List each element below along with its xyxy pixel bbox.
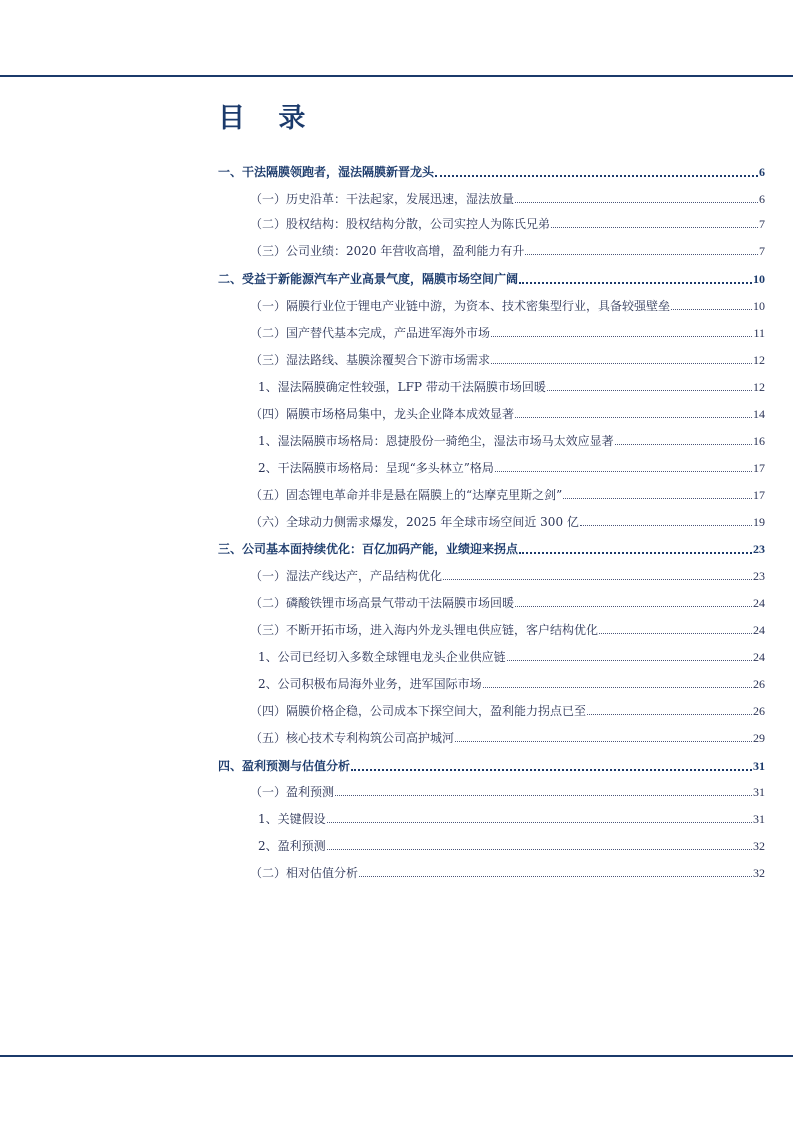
toc-entry-page: 31 [753, 759, 765, 773]
toc-entry[interactable] [258, 433, 765, 449]
toc-entry-section-1[interactable] [218, 164, 765, 180]
toc-entry-page: 12 [753, 380, 765, 394]
toc-entry-page: 6 [759, 165, 765, 179]
toc-entry-page: 23 [753, 569, 765, 583]
toc-entry-label: （三）不断开拓市场，进入海内外龙头锂电供应链，客户结构优化 [250, 623, 599, 637]
toc-entry[interactable] [258, 838, 765, 854]
toc-entry-label: （二）磷酸铁锂市场高景气带动干法隔膜市场回暖 [250, 596, 515, 610]
toc-leader-dots [327, 811, 752, 823]
toc-entry-section-3[interactable] [218, 541, 765, 557]
toc-entry-page: 12 [753, 353, 765, 367]
toc-entry-label: 2、干法隔膜市场格局：呈现“多头林立”格局 [258, 461, 494, 475]
toc-entry[interactable] [250, 595, 765, 611]
toc-entry[interactable] [250, 730, 765, 746]
toc-entry[interactable] [250, 325, 765, 341]
toc-entry[interactable] [250, 352, 765, 368]
toc-leader-dots [580, 514, 752, 526]
toc-entry[interactable] [250, 514, 765, 530]
toc-entry[interactable] [250, 243, 765, 259]
toc-entry-page: 10 [753, 272, 765, 286]
toc-leader-dots [443, 568, 752, 580]
toc-leader-dots [515, 595, 752, 607]
toc-entry[interactable] [250, 865, 765, 881]
toc-entry[interactable] [250, 784, 765, 800]
toc-entry-label: 一、干法隔膜领跑者，湿法隔膜新晋龙头 [218, 165, 435, 179]
toc-leader-dots [515, 406, 752, 418]
toc-leader-dots [615, 433, 752, 445]
toc-entry-label: 三、公司基本面持续优化：百亿加码产能，业绩迎来拐点 [218, 542, 519, 556]
toc-entry[interactable] [258, 379, 765, 395]
toc-entry-label: （六）全球动力侧需求爆发，2025 年全球市场空间近 300 亿 [250, 515, 579, 529]
header-rule [0, 75, 793, 77]
toc-entry-label: （三）湿法路线、基膜涂覆契合下游市场需求 [250, 353, 491, 367]
toc-entry-label: （五）固态锂电革命并非是悬在隔膜上的“达摩克里斯之剑” [250, 488, 563, 502]
toc-entry-page: 14 [753, 407, 765, 421]
toc-leader-dots [525, 243, 758, 255]
toc-leader-dots [351, 758, 752, 771]
footer-rule [0, 1055, 793, 1057]
toc-entry-label: （三）公司业绩：2020 年营收高增，盈利能力有升 [250, 244, 525, 258]
toc-entry[interactable] [250, 568, 765, 584]
toc-entry-section-4[interactable] [218, 758, 765, 774]
toc-leader-dots [587, 703, 752, 715]
toc-entry-page: 17 [753, 488, 765, 502]
toc-leader-dots [547, 379, 752, 391]
toc-entry-section-2[interactable] [218, 271, 765, 287]
toc-leader-dots [495, 460, 752, 472]
toc-leader-dots [483, 676, 752, 688]
toc-entry-page: 11 [753, 326, 765, 340]
toc-entry-page: 19 [753, 515, 765, 529]
toc-entry-label: （四）隔膜市场格局集中，龙头企业降本成效显著 [250, 407, 515, 421]
toc-entry-page: 23 [753, 542, 765, 556]
toc-entry-page: 17 [753, 461, 765, 475]
toc-entry-label: （二）股权结构：股权结构分散，公司实控人为陈氏兄弟 [250, 217, 551, 231]
toc-leader-dots [359, 865, 752, 877]
toc-leader-dots [519, 271, 752, 284]
toc-entry[interactable] [258, 460, 765, 476]
toc-entry[interactable] [250, 622, 765, 638]
toc-leader-dots [327, 838, 752, 850]
toc-entry-page: 16 [753, 434, 765, 448]
toc-entry-page: 6 [759, 192, 765, 206]
toc-entry-page: 31 [753, 785, 765, 799]
toc-entry-label: 1、公司已经切入多数全球锂电龙头企业供应链 [258, 650, 506, 664]
toc-entry-page: 32 [753, 839, 765, 853]
toc-entry-label: （五）核心技术专利构筑公司高护城河 [250, 731, 455, 745]
toc-title: 目 录 [218, 103, 318, 134]
toc-entry[interactable] [250, 487, 765, 503]
toc-leader-dots [455, 730, 752, 742]
toc-leader-dots [491, 352, 752, 364]
toc-entry-label: 2、公司积极布局海外业务，进军国际市场 [258, 677, 482, 691]
toc-entry-page: 10 [753, 299, 765, 313]
toc-entry-page: 24 [753, 596, 765, 610]
toc-entry[interactable] [250, 298, 765, 314]
toc-entry[interactable] [250, 406, 765, 422]
toc-entry[interactable] [250, 216, 765, 232]
toc-entry-label: （四）隔膜价格企稳，公司成本下探空间大，盈利能力拐点已至 [250, 704, 587, 718]
toc-entry-label: 二、受益于新能源汽车产业高景气度，隔膜市场空间广阔 [218, 272, 519, 286]
toc-entry-page: 26 [753, 704, 765, 718]
toc-entry[interactable] [250, 703, 765, 719]
toc-entry-label: 1、关键假设 [258, 812, 326, 826]
toc-leader-dots [599, 622, 752, 634]
toc-entry-label: （一）盈利预测 [250, 785, 335, 799]
toc-leader-dots [507, 649, 752, 661]
toc-entry[interactable] [258, 811, 765, 827]
toc-entry-page: 29 [753, 731, 765, 745]
toc-entry[interactable] [258, 676, 765, 692]
toc-entry-label: 四、盈利预测与估值分析 [218, 759, 351, 773]
toc-leader-dots [551, 216, 758, 228]
toc-leader-dots [563, 487, 752, 499]
toc-entry-label: （二）相对估值分析 [250, 866, 359, 880]
toc-entry-page: 31 [753, 812, 765, 826]
toc-leader-dots [671, 298, 752, 310]
toc-entry-label: （一）湿法产线达产，产品结构优化 [250, 569, 443, 583]
toc-leader-dots [435, 164, 758, 177]
toc-entry-label: 2、盈利预测 [258, 839, 326, 853]
toc-entry-label: （二）国产替代基本完成，产品进军海外市场 [250, 326, 491, 340]
toc-entry-page: 24 [753, 650, 765, 664]
toc-entry-page: 7 [759, 244, 765, 258]
toc-entry-page: 7 [759, 217, 765, 231]
toc-entry-label: 1、湿法隔膜市场格局：恩捷股份一骑绝尘，湿法市场马太效应显著 [258, 434, 614, 448]
toc-entry[interactable] [250, 191, 765, 207]
toc-leader-dots [519, 541, 752, 554]
toc-entry[interactable] [258, 649, 765, 665]
toc-leader-dots [491, 325, 752, 337]
toc-entry-page: 24 [753, 623, 765, 637]
toc-entry-label: 1、湿法隔膜确定性较强，LFP 带动干法隔膜市场回暖 [258, 380, 546, 394]
toc-leader-dots [335, 784, 752, 796]
toc-leader-dots [515, 191, 758, 203]
toc-entry-page: 32 [753, 866, 765, 880]
toc-entry-label: （一）隔膜行业位于锂电产业链中游，为资本、技术密集型行业，具备较强壁垒 [250, 299, 671, 313]
toc-entry-label: （一）历史沿革：干法起家，发展迅速，湿法放量 [250, 192, 515, 206]
toc-entry-page: 26 [753, 677, 765, 691]
